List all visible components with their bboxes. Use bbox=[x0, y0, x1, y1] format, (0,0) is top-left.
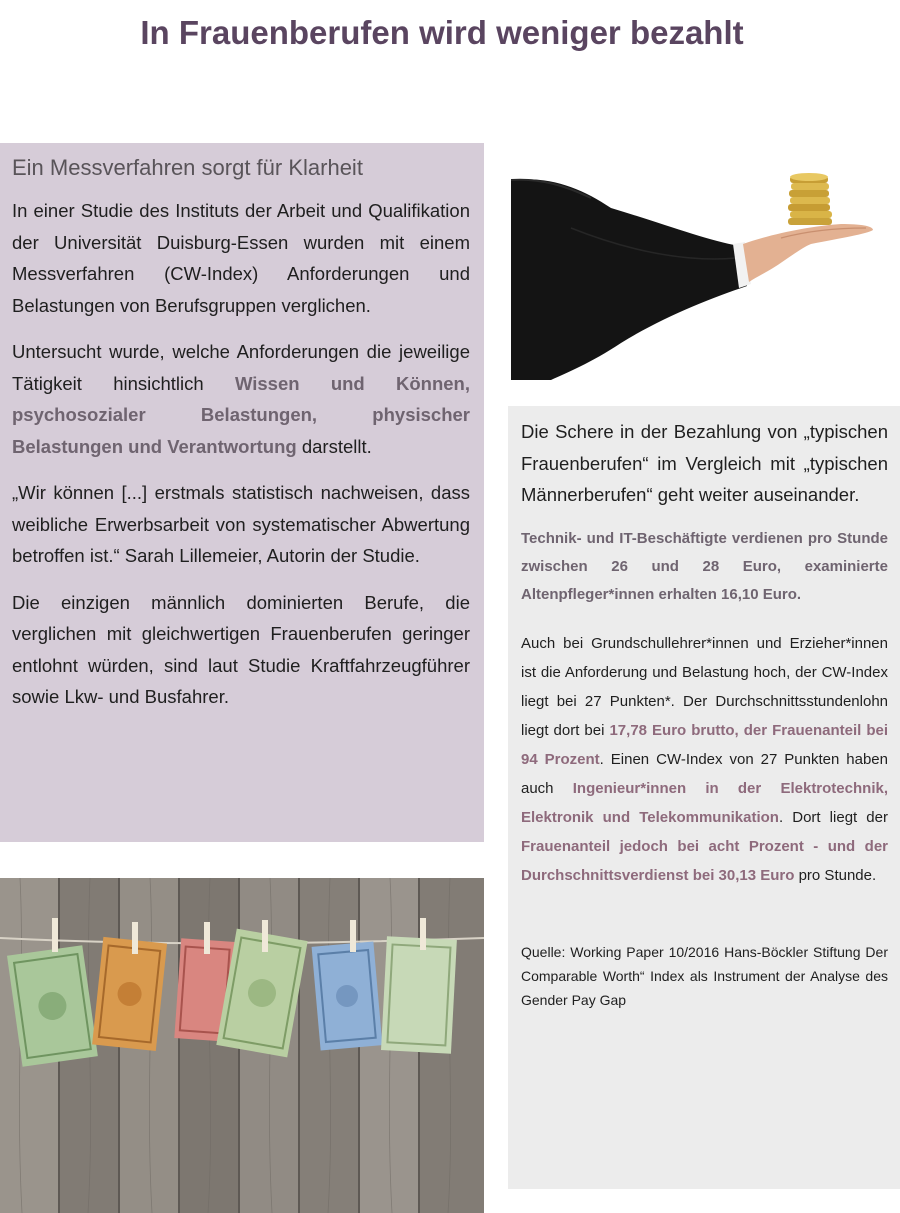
cw-highlight-3: Frauenanteil jedoch bei acht Prozent - und der Durchschnittsverdienst bei 30,13 Euro bbox=[521, 837, 888, 884]
cw-text-1: Auch bei Grundschullehrer*innen und Erzieher*innen ist die Anforderung und Belastung hoch, der CW-Index liegt bei 27 Punkten*. Der Durchschnittsstundenlohn liegt dort bei bbox=[521, 634, 888, 739]
quote-paragraph: „Wir können [...] erstmals statistisch nachweisen, dass weibliche Erwerbsarbeit von systematischer Abwertung betroffen ist.“ Sarah Lillemeier, Autorin der Studie. bbox=[12, 482, 470, 566]
study-paragraph: In einer Studie des Instituts der Arbeit und Qualifikation der Universität Duisburg-Essen wurden mit einem Messverfahren (CW-Index) Anforderungen und Belastungen von Berufsgruppen verglichen. bbox=[12, 200, 470, 316]
banknotes-clothesline-photo bbox=[0, 878, 484, 1213]
cw-highlight-1: 17,78 Euro brutto, der Frauenanteil bei 94 Prozent bbox=[521, 721, 888, 768]
criteria-highlight: Wissen und Können, psychosozialer Belastungen, physischer Belastungen und Verantwortung bbox=[12, 372, 470, 457]
criteria-text-start: Untersucht wurde, welche Anforderungen die jeweilige Tätigkeit hinsichtlich bbox=[12, 341, 470, 394]
panel-heading: Ein Messverfahren sorgt für Klarheit bbox=[12, 155, 363, 180]
pay-gap-panel bbox=[508, 406, 900, 1189]
lead-paragraph: Die Schere in der Bezahlung von „typischen Frauenberufen“ im Vergleich mit „typischen Männerberufen“ geht weiter auseinander. bbox=[521, 421, 888, 505]
cw-index-paragraph bbox=[521, 629, 888, 890]
cw-highlight-2: Ingenieur*innen in der Elektrotechnik, Elektronik und Telekommunikation bbox=[521, 779, 888, 826]
hand-coins-photo bbox=[511, 168, 900, 380]
criteria-text-end: darstellt. bbox=[296, 435, 372, 457]
wage-comparison-paragraph: Technik- und IT-Beschäftigte verdienen pro Stunde zwischen 26 und 28 Euro, examinierte Altenpfleger*innen erhalten 16,10 Euro. bbox=[521, 529, 888, 603]
cw-text-3: . Dort liegt der bbox=[778, 808, 888, 826]
page-title: In Frauenberufen wird weniger bezahlt bbox=[140, 14, 744, 51]
exception-paragraph: Die einzigen männlich dominierten Berufe, die verglichen mit gleichwertigen Frauenberufen geringer entlohnt würden, sind laut Studie Kraftfahrzeugführer sowie Lkw- und Busfahrer. bbox=[12, 591, 470, 707]
cw-text-4: pro Stunde. bbox=[794, 866, 877, 884]
source-citation: Quelle: Working Paper 10/2016 Hans-Böckler Stiftung Der Comparable Worth“ Index als Instrument der Analyse des Gender Pay Gap bbox=[521, 943, 888, 1008]
study-info-panel bbox=[0, 143, 484, 842]
cw-text-2: . Einen CW-Index von 27 Punkten haben auch bbox=[521, 750, 888, 797]
criteria-paragraph bbox=[12, 336, 470, 462]
